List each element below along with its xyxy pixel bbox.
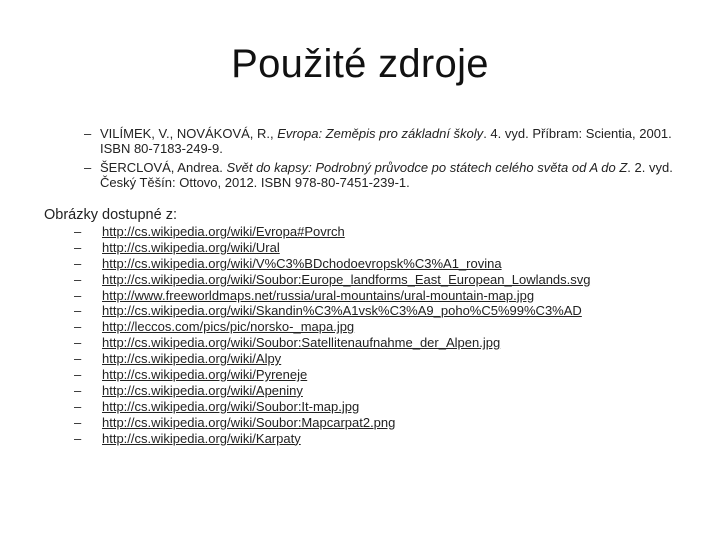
reference-book-title: Evropa: Zeměpis pro základní školy bbox=[277, 126, 484, 141]
list-dash: – bbox=[74, 271, 82, 287]
reference-publication: . 4. vyd. Příbram: Scientia, 2001. ISBN 80-7183-249-9. bbox=[100, 126, 672, 156]
list-item bbox=[74, 319, 694, 335]
list-item bbox=[74, 288, 694, 304]
list-item bbox=[74, 415, 694, 431]
references-list bbox=[86, 126, 696, 194]
reference-item bbox=[86, 126, 696, 156]
list-item bbox=[74, 383, 694, 399]
image-source-link[interactable]: http://cs.wikipedia.org/wiki/Evropa#Povrch bbox=[102, 224, 345, 239]
list-dash: – bbox=[74, 319, 82, 335]
reference-item bbox=[86, 160, 696, 190]
list-item bbox=[74, 335, 694, 351]
image-source-link[interactable]: http://www.freeworldmaps.net/russia/ural-mountains/ural-mountain-map.jpg bbox=[102, 287, 535, 303]
image-source-link[interactable]: http://cs.wikipedia.org/wiki/Apeniny bbox=[102, 382, 303, 398]
list-dash: – bbox=[74, 335, 82, 351]
image-source-link[interactable]: http://cs.wikipedia.org/wiki/Karpaty bbox=[102, 430, 301, 446]
list-dash: – bbox=[84, 126, 92, 141]
list-dash: – bbox=[74, 239, 82, 255]
reference-authors: VILÍMEK, V., NOVÁKOVÁ, R., bbox=[100, 126, 278, 141]
list-item bbox=[74, 256, 694, 272]
list-dash: – bbox=[74, 303, 82, 319]
list-item bbox=[74, 272, 694, 288]
list-dash: – bbox=[74, 351, 82, 367]
list-dash: – bbox=[74, 414, 82, 430]
reference-authors: ŠERCLOVÁ, Andrea. bbox=[100, 160, 227, 175]
list-dash: – bbox=[74, 255, 82, 271]
list-dash: – bbox=[84, 160, 92, 175]
image-links-list bbox=[74, 224, 694, 446]
list-dash: – bbox=[74, 367, 82, 383]
image-source-link[interactable]: http://cs.wikipedia.org/wiki/Soubor:Europe_landforms_East_European_Lowlands.svg bbox=[102, 271, 591, 287]
list-dash: – bbox=[74, 287, 82, 303]
list-item bbox=[74, 399, 694, 415]
image-source-link[interactable]: http://cs.wikipedia.org/wiki/Soubor:It-map.jpg bbox=[102, 398, 360, 414]
list-item bbox=[74, 240, 694, 256]
image-source-link[interactable]: http://cs.wikipedia.org/wiki/Skandin%C3%A1vsk%C3%A9_poho%C5%99%C3%AD bbox=[102, 303, 582, 319]
list-item bbox=[74, 303, 694, 319]
list-dash: – bbox=[74, 382, 82, 398]
list-item bbox=[74, 224, 694, 240]
list-item bbox=[74, 431, 694, 447]
images-heading: Obrázky dostupné z: bbox=[44, 207, 177, 223]
list-item bbox=[74, 367, 694, 383]
list-dash: – bbox=[74, 224, 82, 239]
image-source-link[interactable]: http://cs.wikipedia.org/wiki/Alpy bbox=[102, 351, 282, 367]
image-source-link[interactable]: http://cs.wikipedia.org/wiki/V%C3%BDchodoevropsk%C3%A1_rovina bbox=[102, 255, 502, 271]
list-dash: – bbox=[74, 398, 82, 414]
image-source-link[interactable]: http://cs.wikipedia.org/wiki/Soubor:Mapcarpat2.png bbox=[102, 414, 396, 430]
slide-title: Použité zdroje bbox=[231, 42, 489, 86]
list-dash: – bbox=[74, 430, 82, 446]
reference-publication: . 2. vyd. Český Těšín: Ottovo, 2012. ISBN 978-80-7451-239-1. bbox=[100, 160, 673, 190]
image-source-link[interactable]: http://cs.wikipedia.org/wiki/Pyreneje bbox=[102, 367, 308, 383]
reference-book-title: Svět do kapsy: Podrobný průvodce po státech celého světa od A do Z bbox=[226, 160, 628, 175]
image-source-link[interactable]: http://cs.wikipedia.org/wiki/Ural bbox=[102, 239, 280, 255]
image-source-link[interactable]: http://cs.wikipedia.org/wiki/Soubor:Satellitenaufnahme_der_Alpen.jpg bbox=[102, 335, 501, 351]
list-item bbox=[74, 351, 694, 367]
image-source-link[interactable]: http://leccos.com/pics/pic/norsko-_mapa.jpg bbox=[102, 319, 355, 335]
